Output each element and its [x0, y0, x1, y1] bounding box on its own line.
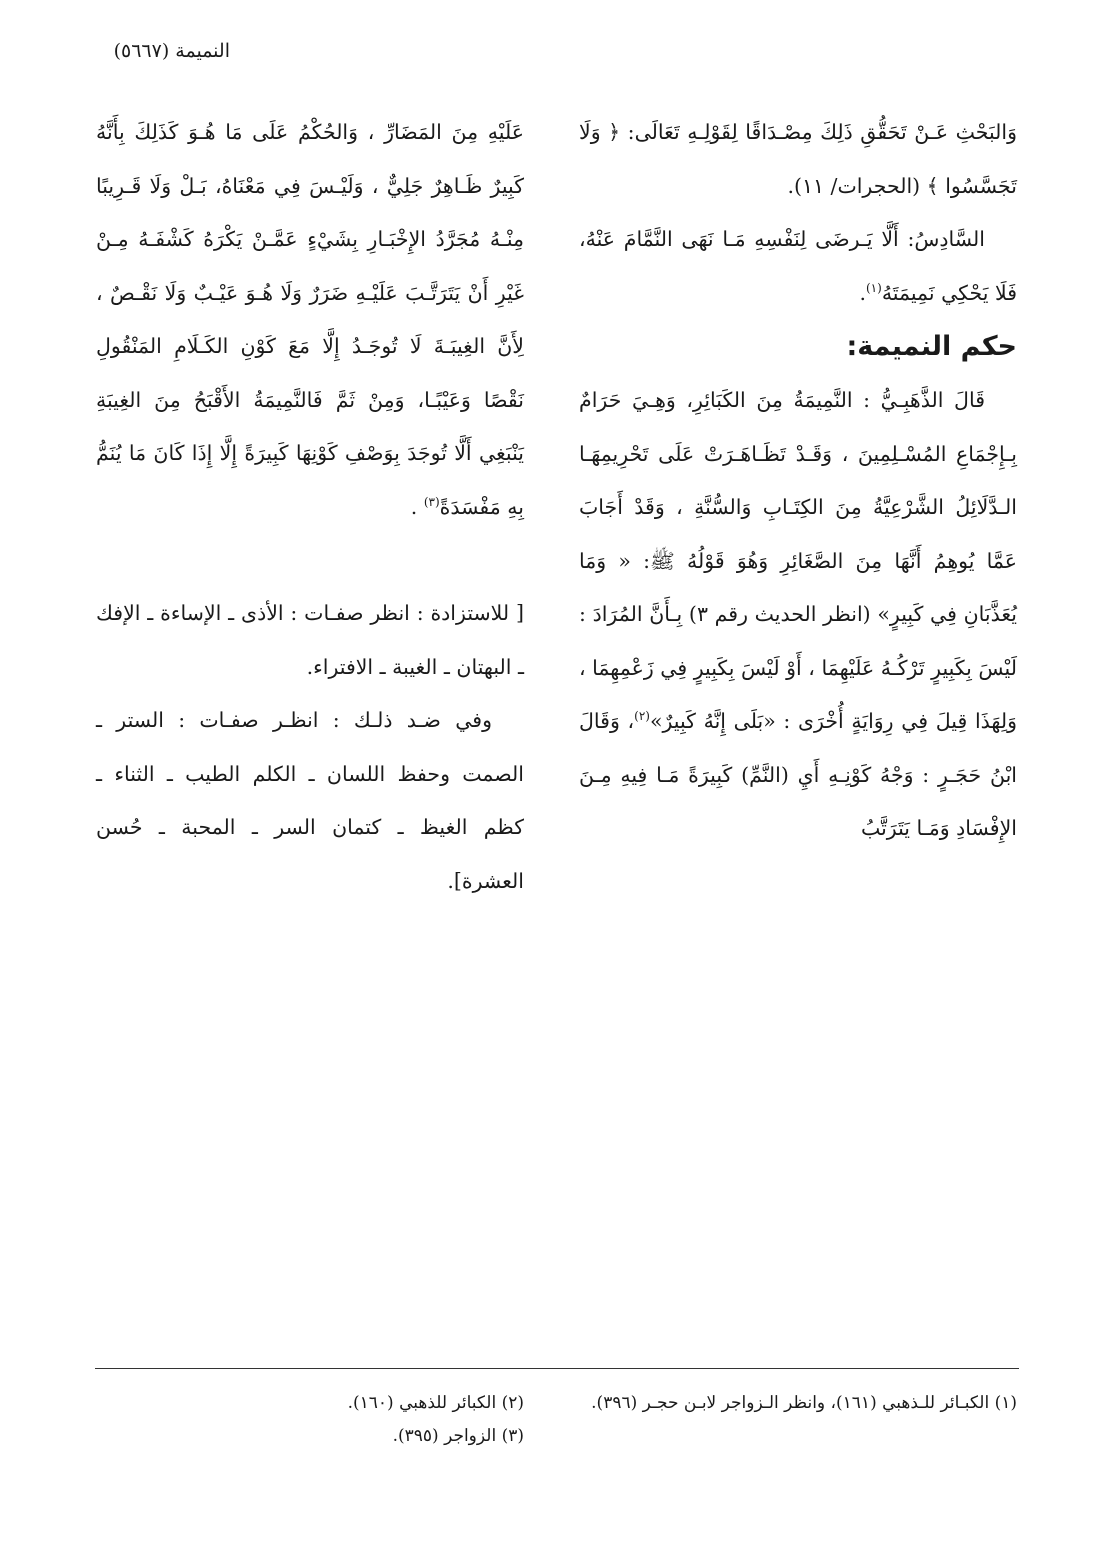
footnote-1: (١) الكبـائر للـذهبي (١٦١)، وانظر الـزواجر لابـن حجـر (٣٩٦).	[591, 1393, 1017, 1413]
footnote-ref-3[interactable]: (٣)	[423, 494, 440, 509]
page-title: النميمة	[175, 40, 230, 62]
paragraph-sixth-end: .	[859, 280, 866, 305]
footnote-ref-1[interactable]: (١)	[865, 280, 882, 295]
paragraph-continuation-end: .	[410, 494, 424, 519]
paragraph-investigation: وَالبَحْثِ عَـنْ تَحَقُّقِ ذَلِكَ مِصْـدَاقًا لِقَوْلِـهِ تَعَالَى: ﴿ وَلَا تَجَسَّسُوا ﴾ (الحجرات/ ١١).	[579, 120, 1017, 198]
section-heading: حكم النميمة:	[846, 331, 1017, 362]
footnotes-left	[96, 1387, 524, 1453]
paragraph-sixth-text: السَّادِسُ: أَلَّا يَـرضَى لِنَفْسِهِ مَـا نَهَى النَّمَّامَ عَنْهُ، فَلَا يَحْكِي نَمِيمَتَهُ	[579, 227, 1017, 305]
page-header	[40, 38, 230, 64]
paragraph-continuation	[96, 106, 524, 534]
paragraph-sixth	[579, 213, 1017, 320]
opposite-note: وفي ضـد ذلـك : انظـر صفـات : الستر ـ الصمت وحفظ اللسان ـ الكلم الطيب ـ الثناء ـ كظم الغيظ ـ كتمان السر ـ المحبة ـ حُسن العشرة].	[96, 708, 524, 893]
paragraph-ruling	[579, 374, 1017, 856]
paragraph-ruling-text-a: قَالَ الذَّهَبِـيُّ : النَّمِيمَةُ مِنَ الكَبَائِرِ، وَهِـيَ حَرَامٌ بِـإِجْمَاعِ المُسْـلِمِينَ ، وَقَـدْ تَظَـاهَـرَتْ عَلَى تَحْرِيمِهَـا الـدَّلَائِلُ الشَّرْعِيَّةُ مِنَ الكِتَـابِ وَالسُّنَّةِ ، وَقَدْ أَجَابَ عَمَّا يُوهِمُ أَنَّهَا مِنَ الصَّغَائِرِ وَهُوَ قَوْلُهُ ﷺ: « وَمَا يُعَذَّبَانِ فِي كَبِيرٍ» (انظر الحديث رقم ٣) بِـأَنَّ المُرَادَ : لَيْسَ بِكَبِيرٍ تَرْكُـهُ عَلَيْهِمَا ، أَوْ لَيْسَ بِكَبِيرٍ فِي زَعْمِهِمَا ، وَلِهَذَا قِيلَ فِي رِوَايَةٍ أُخْرَى : «بَلَى إِنَّهُ كَبِيرٌ»	[579, 388, 1017, 733]
left-column	[96, 106, 524, 908]
paragraph-ruling-text-b: ، وَقَالَ ابْنُ حَجَـرٍ : وَجْهُ كَوْنِـهِ أَيِ (النَّمِّ) كَبِيرَةً مَـا فِيهِ مِـنَ الإِفْسَادِ وَمَـا يَتَرَتَّبُ	[579, 709, 1017, 840]
footnotes-right	[579, 1387, 1017, 1420]
right-column	[579, 106, 1017, 856]
see-also-note: [ للاستزادة : انظر صفـات : الأذى ـ الإساءة ـ الإفك ـ البهتان ـ الغيبة ـ الافتراء.	[96, 601, 524, 679]
page-number: (٥٦٦٧)	[113, 40, 170, 62]
footnote-2: (٢) الكبائر للذهبي (١٦٠).	[347, 1393, 524, 1413]
footnote-3: (٣) الزواجر (٣٩٥).	[392, 1426, 524, 1446]
paragraph-continuation-text: عَلَيْهِ مِنَ المَضَارِّ ، وَالحُكْمُ عَلَى مَا هُـوَ كَذَلِكَ بِأَنَّهُ كَبِيرٌ ظَـاهِرٌ جَلِيٌّ ، وَلَيْـسَ فِي مَعْنَاهُ، بَـلْ وَلَا قَـرِيبًا مِنْـهُ مُجَرَّدُ الإِخْبَـارِ بِشَيْءٍ عَمَّـنْ يَكْرَهُ كَشْفَـهُ مِـنْ غَيْرِ أَنْ يَتَرَتَّـبَ عَلَيْـهِ ضَرَرٌ وَلَا هُـوَ عَيْـبٌ وَلَا نَقْـصٌ ، لِأَنَّ الغِيبَـةَ لَا تُوجَـدُ إِلَّا مَعَ كَوْنِ الكَـلَامِ المَنْقُولِ نَقْصًا وَعَيْبًـا، وَمِنْ ثَمَّ فَالنَّمِيمَةُ الأَقْبَحُ مِنَ الغِيبَةِ يَنْبَغِي أَلَّا تُوجَدَ بِوَصْفِ كَوْنِهَا كَبِيرَةً إِلَّا إِذَا كَانَ مَا يُنَمُّ بِهِ مَفْسَدَةً	[96, 120, 524, 519]
footnote-divider	[95, 1368, 1019, 1369]
footnote-ref-2[interactable]: (٢)	[634, 709, 650, 724]
